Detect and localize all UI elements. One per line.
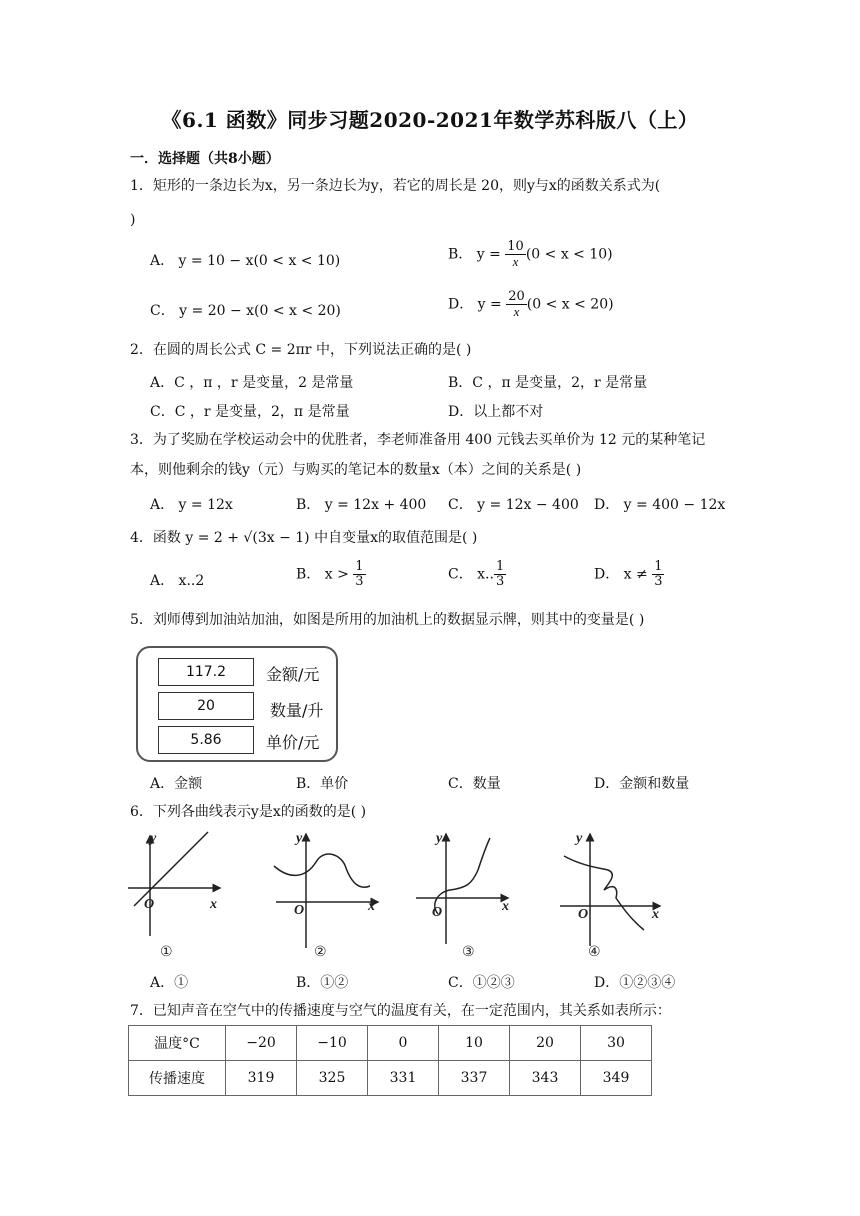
graph-4 [560, 831, 660, 946]
q4-option-a[interactable]: A． x..2 [150, 573, 205, 589]
q5-stem: 5．刘师傅到加油站加油，如图是所用的加油机上的数据显示牌，则其中的变量是( ) [130, 612, 645, 628]
graph-2-curve [274, 854, 370, 887]
q3-stem-line1: 3．为了奖励在学校运动会中的优胜者，李老师准备用 400 元钱去买单价为 12 元的某种笔记 [130, 432, 706, 448]
q1-option-b-range: (0 < x < 10) [525, 246, 613, 263]
q1-stem-line1: 1．矩形的一条边长为x，另一条边长为y，若它的周长是 20，则y与x的函数关系式为( [130, 178, 661, 194]
q3-option-c[interactable]: C． y = 12x − 400 [448, 497, 579, 513]
q4-option-b-prefix: B． x > [296, 566, 354, 583]
q1-option-b-numerator: 10 [507, 239, 524, 254]
temperature-speed-table [128, 1025, 652, 1096]
table-cell: 343 [510, 1061, 581, 1096]
amount-label: 金额/元 [266, 665, 320, 684]
section-heading: 一．选择题（共8小题） [130, 151, 280, 167]
table-cell: −10 [297, 1026, 368, 1061]
table-cell: 0 [368, 1026, 439, 1061]
graph-1-origin: O [144, 897, 155, 912]
q5-option-a[interactable]: A．金额 [150, 776, 203, 792]
graph-4-curve [564, 856, 644, 930]
q1-option-d-range: (0 < x < 20) [526, 296, 614, 313]
table-cell: 325 [297, 1061, 368, 1096]
q1-option-b-prefix: B． y = [448, 246, 506, 263]
table-cell: 331 [368, 1061, 439, 1096]
graph-2-origin: O [294, 903, 305, 918]
table-cell: 319 [226, 1061, 297, 1096]
graph-1-curve [134, 832, 208, 906]
q1-option-d-denominator: x [513, 304, 520, 319]
q1-option-d-numerator: 20 [508, 289, 525, 304]
q1-option-a[interactable]: A． y = 10 − x(0 < x < 10) [150, 253, 341, 269]
unit-price-display: 5.86 [158, 726, 254, 754]
q4-option-b[interactable] [296, 560, 366, 589]
table-row-temperature [129, 1026, 652, 1061]
graph-3-origin: O [432, 905, 443, 920]
q7-stem: 7．已知声音在空气中的传播速度与空气的温度有关，在一定范围内，其关系如表所示： [130, 1003, 671, 1019]
table-cell: 传播速度 [129, 1061, 226, 1096]
q5-option-c[interactable]: C．数量 [448, 776, 501, 792]
table-cell: 337 [439, 1061, 510, 1096]
quantity-display: 20 [158, 692, 254, 720]
q6-stem: 6．下列各曲线表示y是x的函数的是( ) [130, 804, 367, 820]
q3-option-b[interactable]: B． y = 12x + 400 [296, 497, 427, 513]
graph-2-caption: ② [314, 944, 327, 960]
graph-2 [274, 831, 378, 948]
q4-option-d-denominator: 3 [654, 574, 663, 589]
graph-1 [128, 831, 220, 936]
table-cell: 10 [439, 1026, 510, 1061]
table-cell: −20 [226, 1026, 297, 1061]
q4-option-d-prefix: D． x ≠ [594, 566, 653, 583]
graph-4-origin: O [578, 907, 589, 922]
graph-1-y-label: y [150, 831, 157, 846]
q4-option-b-denominator: 3 [355, 574, 364, 589]
graph-4-x-label: x [652, 907, 659, 922]
q4-option-c[interactable] [448, 560, 506, 589]
q1-option-b[interactable] [448, 240, 613, 269]
q1-option-d[interactable] [448, 290, 614, 319]
q2-option-a[interactable]: A．C ，π ，r 是变量，2 是常量 [150, 375, 354, 391]
q5-option-b[interactable]: B．单价 [296, 776, 349, 792]
q5-option-d[interactable]: D．金额和数量 [594, 776, 690, 792]
graph-2-y-label: y [296, 831, 303, 846]
graph-3 [416, 831, 509, 944]
q2-stem: 2．在圆的周长公式 C = 2πr 中，下列说法正确的是( ) [130, 342, 472, 358]
q4-option-c-denominator: 3 [495, 574, 505, 589]
q6-graphs-figure [120, 826, 720, 966]
q2-option-c[interactable]: C．C ，r 是变量，2，π 是常量 [150, 404, 350, 420]
q1-option-b-denominator: x [512, 254, 519, 269]
graph-3-y-label: y [436, 831, 443, 846]
q4-option-c-prefix: C． x.. [448, 566, 494, 583]
table-cell: 349 [581, 1061, 652, 1096]
q6-option-b[interactable]: B．①② [296, 975, 349, 991]
graph-3-x-label: x [502, 899, 509, 914]
graph-3-curve [435, 838, 490, 914]
q3-option-d[interactable]: D． y = 400 − 12x [594, 497, 726, 513]
q2-option-b[interactable]: B．C ，π 是变量，2，r 是常量 [448, 375, 648, 391]
q4-option-c-numerator: 1 [495, 559, 505, 574]
q1-option-d-prefix: D． y = [448, 296, 507, 313]
table-cell: 温度°C [129, 1026, 226, 1061]
graph-1-caption: ① [160, 944, 173, 960]
graph-4-caption: ④ [588, 944, 601, 960]
q2-option-d[interactable]: D．以上都不对 [448, 404, 544, 420]
page-title: 《6.1 函数》同步习题2020-2021年数学苏科版八（上） [161, 108, 699, 132]
table-cell: 20 [510, 1026, 581, 1061]
q1-option-c[interactable]: C． y = 20 − x(0 < x < 20) [150, 303, 341, 319]
q4-option-b-numerator: 1 [355, 559, 364, 574]
table-row-speed [129, 1061, 652, 1096]
amount-display: 117.2 [158, 658, 254, 686]
fuel-pump-display-panel [136, 646, 338, 762]
quantity-label: 数量/升 [270, 701, 324, 720]
q6-option-d[interactable]: D．①②③④ [594, 975, 676, 991]
q3-stem-line2: 本，则他剩余的钱y（元）与购买的笔记本的数量x（本）之间的关系是( ) [130, 462, 582, 478]
unit-price-label: 单价/元 [266, 733, 320, 752]
q4-option-d[interactable] [594, 560, 664, 589]
q6-option-c[interactable]: C．①②③ [448, 975, 515, 991]
q3-option-a[interactable]: A． y = 12x [150, 497, 233, 513]
graph-3-caption: ③ [462, 944, 475, 960]
table-cell: 30 [581, 1026, 652, 1061]
graph-2-x-label: x [368, 899, 375, 914]
q1-stem-line2: ) [130, 212, 136, 228]
q4-option-d-numerator: 1 [654, 559, 663, 574]
q4-stem: 4．函数 y = 2 + √(3x − 1) 中自变量x的取值范围是( ) [130, 530, 478, 546]
q6-option-a[interactable]: A．① [150, 975, 189, 991]
graph-4-y-label: y [576, 831, 583, 846]
graph-1-x-label: x [210, 897, 217, 912]
